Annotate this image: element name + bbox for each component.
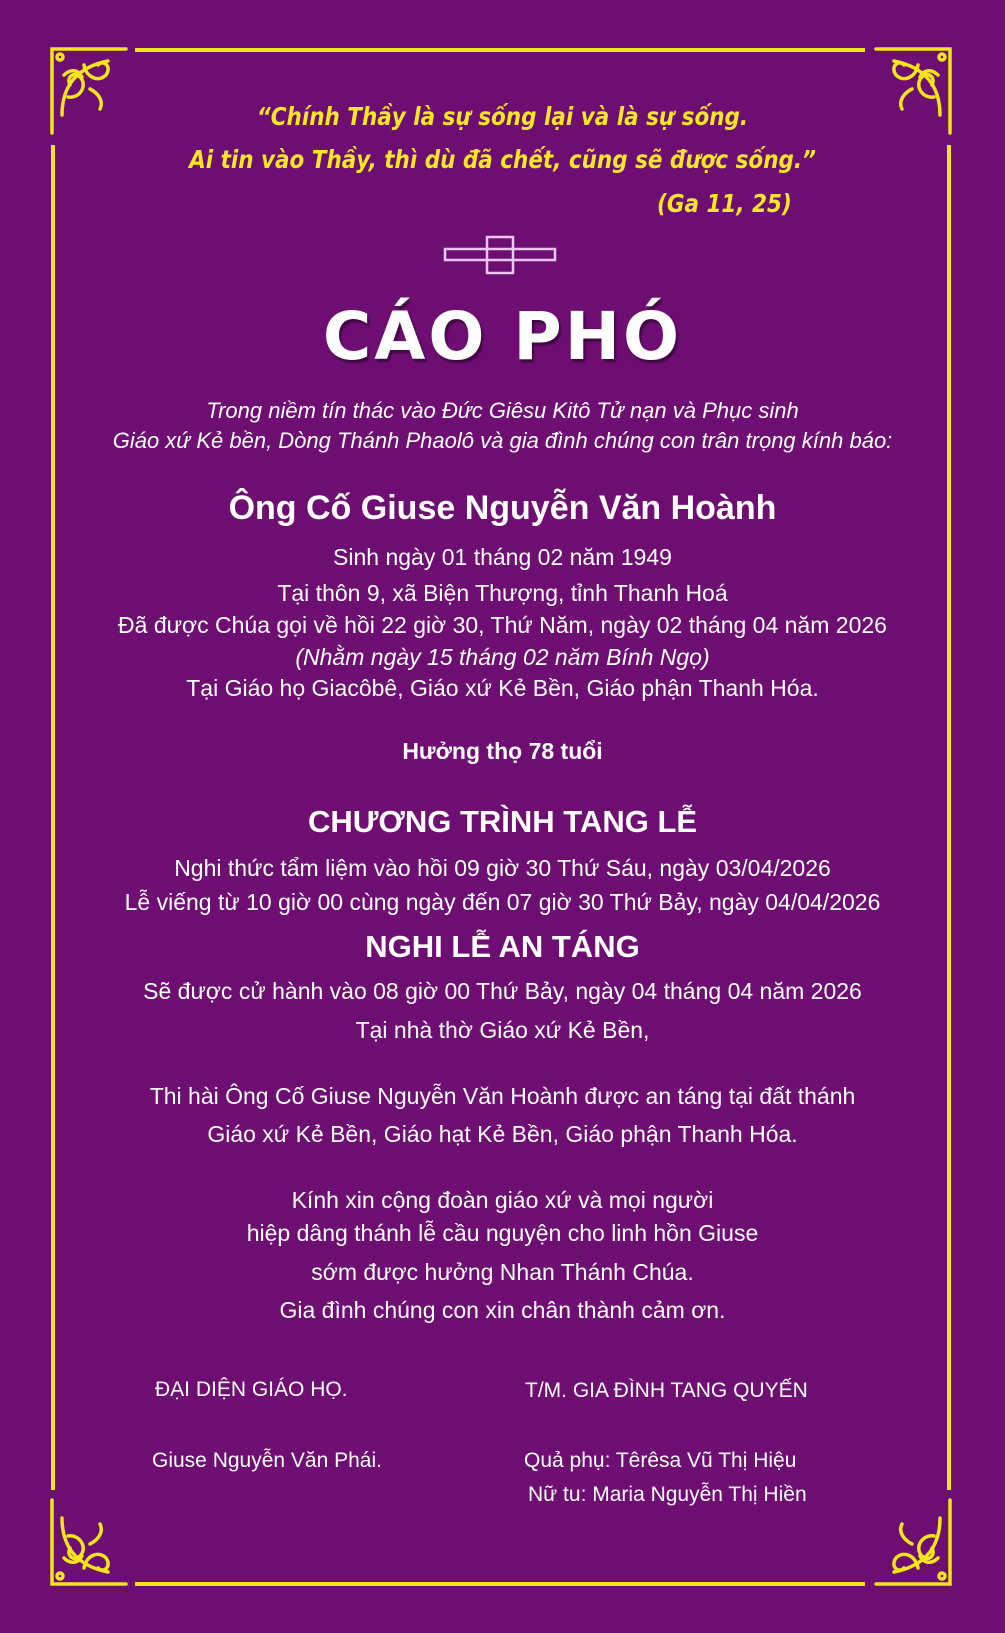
age: Hưởng thọ 78 tuổi: [402, 738, 603, 764]
birth-date: Sinh ngày 01 tháng 02 năm 1949: [333, 544, 672, 570]
signature-right-name-1: Quả phụ: Têrêsa Vũ Thị Hiệu: [524, 1449, 797, 1472]
signature-left-heading: ĐẠI DIỆN GIÁO HỌ.: [155, 1378, 348, 1401]
burial-line-2: Tại nhà thờ Giáo xứ Kẻ Bền,: [355, 1017, 650, 1043]
corner-ornament-icon: [48, 1498, 128, 1588]
burial-heading: NGHI LỄ AN TÁNG: [365, 929, 640, 964]
burial-line-4: Giáo xứ Kẻ Bền, Giáo hạt Kẻ Bền, Giáo phận Thanh Hóa.: [207, 1121, 798, 1147]
closing-line-2: hiệp dâng thánh lễ cầu nguyện cho linh hồn Giuse: [246, 1220, 759, 1246]
frame-top: [135, 48, 865, 52]
scripture-quote-line-1: “Chính Thầy là sự sống lại và là sự sống.: [256, 102, 749, 131]
program-line-2: Lễ viếng từ 10 giờ 00 cùng ngày đến 07 giờ 30 Thứ Bảy, ngày 04/04/2026: [124, 889, 881, 915]
birthplace: Tại thôn 9, xã Biện Thượng, tỉnh Thanh Hoá: [277, 580, 728, 606]
intro-line-2: Giáo xứ Kẻ bền, Dòng Thánh Phaolô và gia đình chúng con trân trọng kính báo:: [112, 428, 893, 453]
signature-right-heading: T/M. GIA ĐÌNH TANG QUYẾN: [525, 1379, 808, 1402]
signature-right-name-2: Nữ tu: Maria Nguyễn Thị Hiền: [528, 1483, 807, 1506]
deceased-name: Ông Cố Giuse Nguyễn Văn Hoành: [228, 489, 777, 527]
scripture-quote-line-2: Ai tin vào Thầy, thì dù đã chết, cũng sẽ được sống.”: [189, 145, 816, 174]
program-heading: CHƯƠNG TRÌNH TANG LỄ: [307, 804, 698, 839]
cross-icon: [443, 235, 557, 275]
burial-line-1: Sẽ được cử hành vào 08 giờ 00 Thứ Bảy, ngày 04 tháng 04 năm 2026: [143, 978, 862, 1004]
program-line-1: Nghi thức tẩm liệm vào hồi 09 giờ 30 Thứ Sáu, ngày 03/04/2026: [174, 855, 831, 881]
death-place: Tại Giáo họ Giacôbê, Giáo xứ Kẻ Bền, Giáo phận Thanh Hóa.: [186, 675, 819, 701]
closing-line-3: sớm được hưởng Nhan Thánh Chúa.: [311, 1259, 694, 1285]
page-title: CÁO PHÓ: [322, 298, 683, 375]
signature-left-name: Giuse Nguyễn Văn Phái.: [152, 1449, 382, 1472]
scripture-reference: (Ga 11, 25): [657, 189, 792, 218]
corner-ornament-icon: [874, 1498, 954, 1588]
burial-line-3: Thi hài Ông Cố Giuse Nguyễn Văn Hoành được an táng tại đất thánh: [149, 1083, 856, 1109]
death-date: Đã được Chúa gọi về hồi 22 giờ 30, Thứ Năm, ngày 02 tháng 04 năm 2026: [118, 612, 887, 638]
closing-line-4: Gia đình chúng con xin chân thành cảm ơn.: [279, 1297, 726, 1323]
frame-bottom: [135, 1582, 865, 1586]
lunar-date: (Nhằm ngày 15 tháng 02 năm Bính Ngọ): [295, 644, 710, 670]
closing-line-1: Kính xin cộng đoàn giáo xứ và mọi người: [291, 1187, 714, 1213]
intro-line-1: Trong niềm tín thác vào Đức Giêsu Kitô Tử nạn và Phục sinh: [206, 398, 799, 423]
